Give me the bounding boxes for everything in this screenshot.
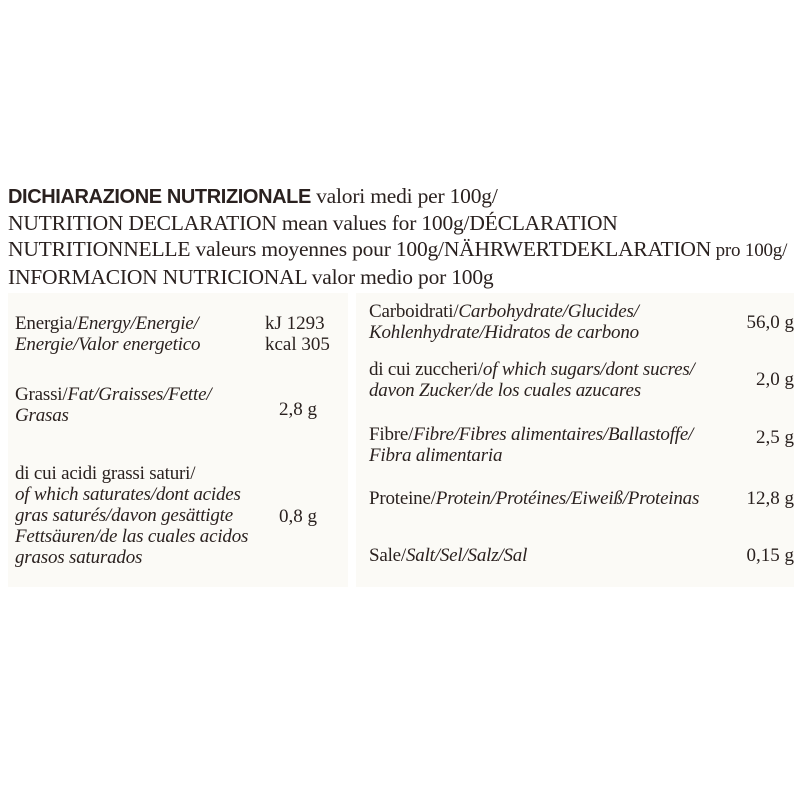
- fat-label-translations: Fat/Graisses/Fette/: [67, 384, 212, 405]
- fibre-value: 2,5 g: [756, 427, 794, 448]
- heading-line-1: [8, 183, 798, 210]
- salt-label: [369, 545, 527, 566]
- saturates-label: [15, 463, 248, 568]
- protein-value: 12,8 g: [746, 488, 794, 509]
- saturates-value: 0,8 g: [279, 506, 317, 527]
- protein-label-it: Proteine/: [369, 488, 436, 509]
- sugars-value: 2,0 g: [756, 369, 794, 390]
- carbs-label: [369, 301, 639, 343]
- salt-label-it: Sale/: [369, 545, 406, 566]
- fat-value: 2,8 g: [279, 399, 317, 420]
- fat-label-line-2: Grasas: [15, 405, 69, 426]
- fibre-label-translations: Fibre/Fibres alimentaires/Ballastoffe/: [413, 424, 694, 445]
- saturates-label-line-2: of which saturates/dont acides: [15, 484, 241, 505]
- heading-line-3-a: NUTRITIONNELLE valeurs moyennes pour 100g/NÄHRWERTDEKLARATION: [8, 237, 712, 261]
- saturates-label-line-4: Fettsäuren/de las cuales acidos: [15, 526, 249, 547]
- fibre-label: [369, 424, 693, 466]
- heading-line-3-b: pro 100g/: [711, 240, 788, 261]
- energy-kj-value: kJ 1293: [265, 313, 325, 334]
- fat-label-it: Grassi/: [15, 384, 68, 405]
- carbs-label-it: Carboidrati/: [369, 301, 459, 322]
- sugars-label-translations: of which sugars/dont sucres/: [482, 359, 695, 380]
- protein-label: [369, 488, 699, 509]
- sugars-label-line-2: davon Zucker/de los cuales azucares: [369, 380, 641, 401]
- fat-label: [15, 384, 211, 426]
- heading-line-3: [8, 236, 798, 264]
- salt-value: 0,15 g: [746, 545, 794, 566]
- energy-label: [15, 313, 200, 355]
- energy-value: [265, 313, 345, 355]
- saturates-label-line-3: gras saturés/davon gesättigte: [15, 505, 233, 526]
- sugars-label: [369, 359, 695, 401]
- saturates-label-line-1: di cui acidi grassi saturi/: [15, 463, 196, 484]
- nutrition-declaration-heading: [8, 183, 798, 290]
- saturates-label-line-5: grasos saturados: [15, 547, 143, 568]
- heading-title: DICHIARAZIONE NUTRIZIONALE: [8, 186, 311, 208]
- carbs-value: 56,0 g: [746, 312, 794, 333]
- heading-line-2: NUTRITION DECLARATION mean values for 100g/DÉCLARATION: [8, 211, 618, 235]
- energy-label-it: Energia/: [15, 313, 78, 334]
- protein-label-translations: Protein/Protéines/Eiweiß/Proteinas: [435, 488, 700, 509]
- fibre-label-line-2: Fibra alimentaria: [369, 445, 503, 466]
- fibre-label-it: Fibre/: [369, 424, 414, 445]
- energy-label-line-2: Energie/Valor energetico: [15, 334, 201, 355]
- sugars-label-it: di cui zuccheri/: [369, 359, 483, 380]
- energy-kcal-value: kcal 305: [265, 334, 330, 355]
- carbs-label-line-2: Kohlenhydrate/Hidratos de carbono: [369, 322, 639, 343]
- salt-label-translations: Salt/Sel/Salz/Sal: [406, 545, 528, 566]
- heading-line-1-rest: valori medi per 100g/: [310, 184, 498, 208]
- carbs-label-translations: Carbohydrate/Glucides/: [458, 301, 639, 322]
- heading-line-4: INFORMACION NUTRICIONAL valor medio por 100g: [8, 265, 494, 289]
- energy-label-translations: Energy/Energie/: [77, 313, 199, 334]
